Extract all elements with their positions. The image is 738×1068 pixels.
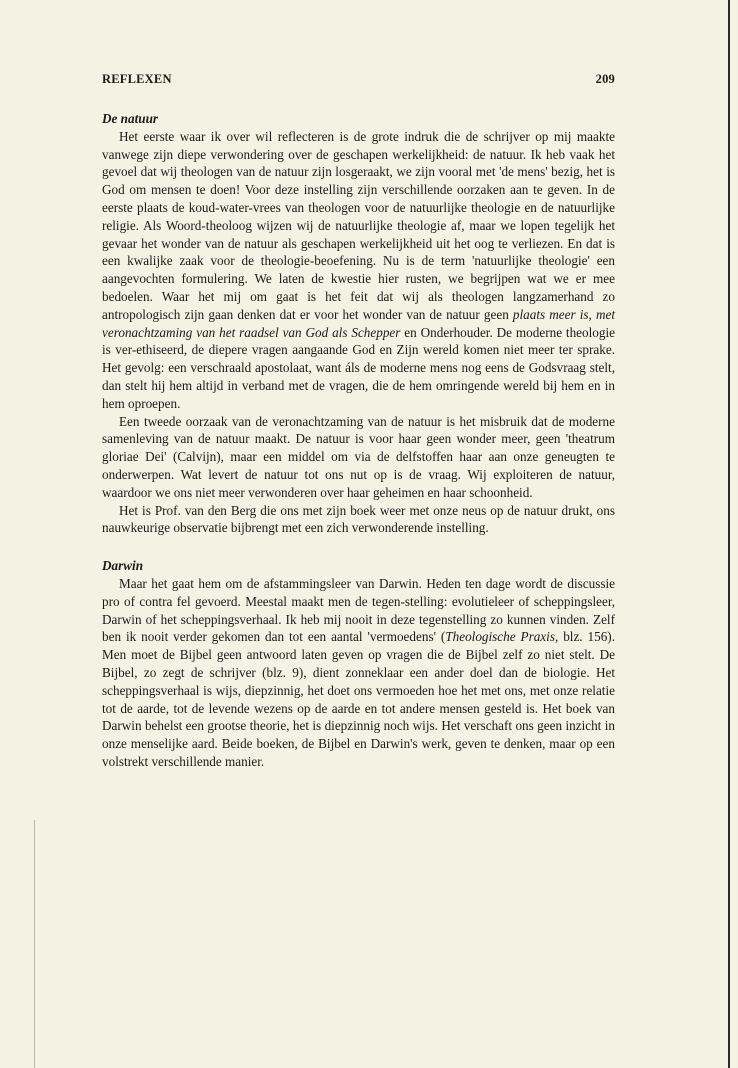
paragraph-text-after: blz. 156). Men moet de Bijbel geen antwoord laten geven op vragen die de Bijbel zelf zo niet stelt. De Bijbel, zo zegt de schrijver (blz. 9), dient zonneklaar een ander doel dan de biologie. Het scheppingsverhaal is wijs, diepzinnig, het doet ons vermoeden hoe het met ons, met onze relatie tot de aarde, tot de levende wezens op de aarde en tot andere mensen gesteld is. Het boek van Darwin behelst een grootse theorie, het is diepzinnig noch wijs. Het verschaft ons geen inzicht in onze menselijke aard. Beide boeken, de Bijbel en Darwin's werk, geven te denken, maar op een volstrekt verschillende manier. <box>102 629 615 769</box>
section-heading: Darwin <box>102 558 144 574</box>
section-heading: De natuur <box>102 111 159 126</box>
section-de-natuur <box>102 110 615 537</box>
paragraph: Een tweede oorzaak van de veronachtzaming van de natuur is het misbruik dat de moderne samenleving van de natuur maakt. De natuur is voor haar geen wonder meer, geen 'theatrum gloriae Dei' (Calvijn), maar een middel om via de delfstoffen haar aan onze geneugten te onderwerpen. Wat levert de natuur tot ons nut op is de vraag. Wij exploiteren de natuur, waardoor we ons niet meer verwonderen over haar geheimen en haar schoonheid. <box>102 413 615 500</box>
paragraph-italic: Theologische Praxis, <box>445 629 559 645</box>
page-content <box>102 72 615 771</box>
paragraph <box>102 128 615 413</box>
paragraph-text-after: en Onderhouder. De moderne theologie is ver-ethiseerd, de diepere vragen aangaande God en Zijn wereld komen niet meer ter sprake. Het gevolg: een verschraald apostolaat, want áls de moderne mens nog eens de Godsvraag stelt, dan stelt hij hem altijd in verband met de vragen, die de hem omringende wereld bij hem en in hem oproepen. <box>102 324 615 411</box>
paragraph-text: Het eerste waar ik over wil reflecteren is de grote indruk die de schrijver op mij maakte vanwege zijn diepe verwondering over de geschapen werkelijkheid: de natuur. Ik heb vaak het gevoel dat wij theologen van de natuur zijn losgeraakt, we zijn vooral met 'de mens' bezig, het is God om mensen te doen! Voor deze instelling zijn verschillende oorzaken aan te geven. In de eerste plaats de koud-water-vrees van theologen voor de natuurlijke theologie en de natuurlijke religie. Als Woord-theoloog wijzen wij de natuurlijke theologie af, maar we lopen tegelijk het gevaar het wonder van de natuur als geschapen werkelijkheid uit het oog te verliezen. En dat is een kwalijke zaak voor de theologie-beoefening. Nu is de term 'natuurlijke theologie' een aangevochten formulering. We laten de kwestie hier rusten, we begrijpen wat we er mee bedoelen. Waar het mij om gaat is het feit dat wij als theologen langzamerhand zo antropologisch zijn gaan denken dat er voor het wonder van de natuur geen <box>102 128 615 322</box>
scan-edge-right <box>728 0 730 1068</box>
paragraph-text: Maar het gaat hem om de afstammingsleer van Darwin. Heden ten dage wordt de discussie pro of contra fel gevoerd. Meestal maakt men de tegen-stelling: evolutieleer of scheppingsleer, Darwin of het scheppingsverhaal. Ik heb mij nooit in deze tegenstelling zo kunnen vinden. Zelf ben ik nooit verder gekomen dan tot een aantal 'vermoedens' ( <box>102 575 615 645</box>
scan-edge-left <box>34 820 35 1068</box>
paragraph-italic: plaats meer is, met veronachtzaming van het raadsel van God als Schepper <box>102 306 615 340</box>
page-number: 209 <box>595 72 615 86</box>
running-head-title: REFLEXEN <box>102 72 172 86</box>
paragraph <box>102 575 615 771</box>
section-darwin <box>102 557 615 771</box>
running-head <box>102 72 615 92</box>
paragraph: Het is Prof. van den Berg die ons met zijn boek weer met onze neus op de natuur drukt, ons nauwkeurige observatie bijbrengt met een zich verwonderende instelling. <box>102 502 615 536</box>
